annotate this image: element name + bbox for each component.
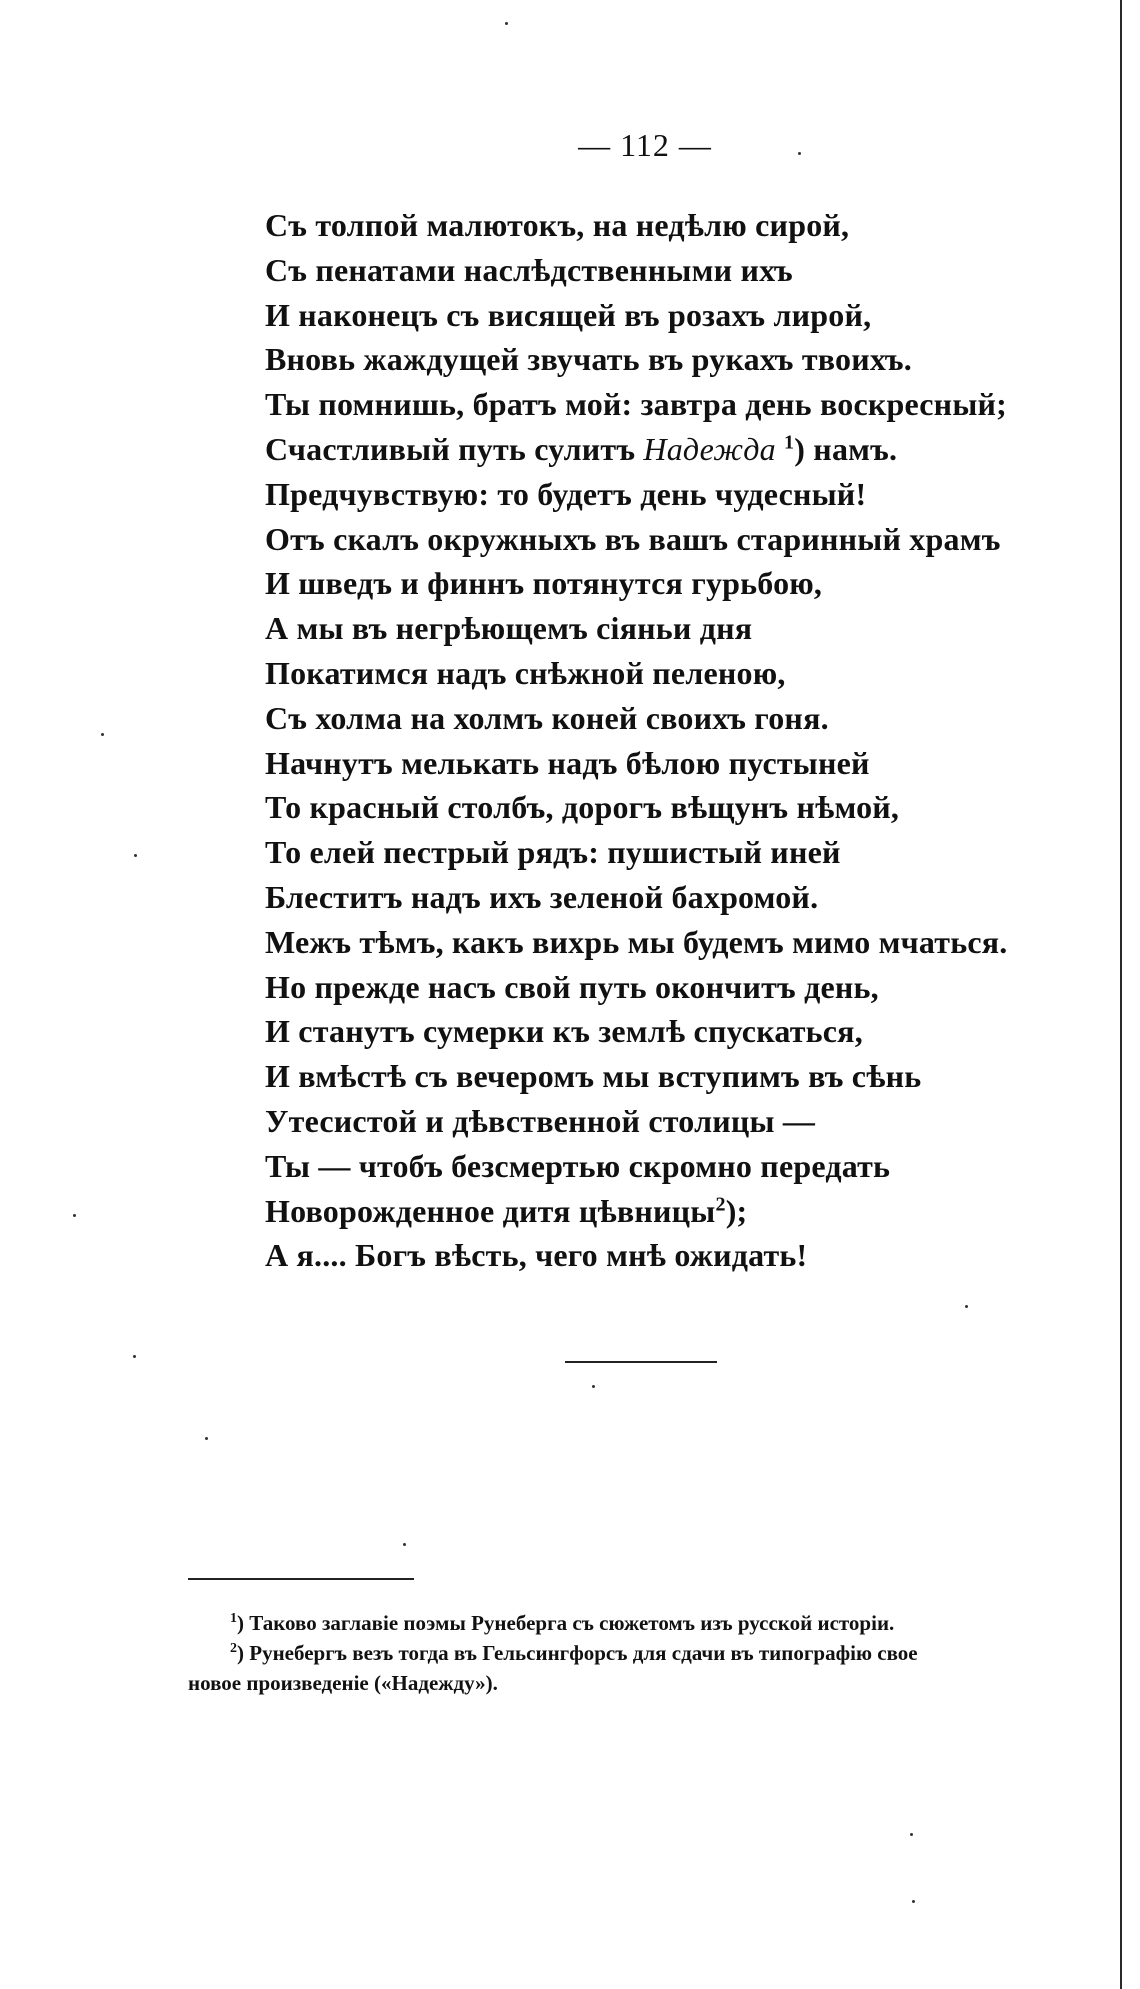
print-speck [403, 1543, 406, 1546]
poem-line: И вмѣстѣ съ вечеромъ мы вступимъ въ сѣнь [265, 1058, 922, 1095]
poem-body [265, 203, 1065, 1278]
end-of-text-rule [565, 1361, 717, 1363]
poem-line: И станутъ сумерки къ землѣ спускаться, [265, 1013, 863, 1050]
footnote-2-continuation: новое произведеніе («Надежду»). [188, 1671, 498, 1695]
poem-line: Начнутъ мелькать надъ бѣлою пустыней [265, 744, 870, 781]
poem-line: Покатимся надъ снѣжной пеленою, [265, 654, 786, 691]
poem-line: То красный столбъ, дорогъ вѣщунъ нѣмой, [265, 789, 900, 826]
print-speck [912, 1900, 915, 1903]
poem-line-text: ); [725, 1192, 748, 1229]
print-speck [965, 1305, 968, 1308]
poem-line: Блеститъ надъ ихъ зеленой бахромой. [265, 878, 819, 915]
footnote-text: ) Рунебергъ везъ тогда въ Гельсингфорсъ для сдачи въ типографію свое [237, 1641, 918, 1665]
footnote-ref-2: 2 [715, 1192, 726, 1215]
footnote-ref-1: 1 [784, 431, 795, 454]
poem-line: Отъ скалъ окружныхъ въ вашъ старинный храмъ [265, 520, 1001, 557]
footnote-marker: 2 [230, 1641, 237, 1656]
footnote-2 [188, 1638, 1088, 1668]
page-edge-line [1120, 0, 1122, 1989]
poem-line: Но прежде насъ свой путь окончитъ день, [265, 968, 879, 1005]
poem-line: Утесистой и дѣвственной столицы — [265, 1102, 816, 1139]
print-speck [798, 152, 801, 155]
print-speck [101, 733, 104, 736]
footnote-separator [188, 1578, 414, 1580]
poem-line: Съ пенатами наслѣдственными ихъ [265, 251, 793, 288]
poem-line-text: ) намъ. [794, 430, 898, 467]
poem-line: А мы въ негрѣющемъ сіяньи дня [265, 610, 753, 647]
poem-line-text: Новорожденное дитя цѣвницы [265, 1192, 716, 1229]
print-speck [910, 1833, 913, 1836]
poem-line: То елей пестрый рядъ: пушистый иней [265, 834, 841, 871]
poem-line: Ты — чтобъ безсмертью скромно передать [265, 1147, 891, 1184]
poem-line: Предчувствую: то будетъ день чудесный! [265, 475, 867, 512]
poem-line-text: Счастливый путь сулитъ [265, 430, 644, 467]
poem-line: А я.... Богъ вѣсть, чего мнѣ ожидать! [265, 1237, 808, 1274]
poem-line: Вновь жаждущей звучать въ рукахъ твоихъ. [265, 341, 912, 378]
print-speck [133, 1355, 136, 1358]
poem-line-with-footnote-ref [265, 427, 1065, 472]
page-number: — 112 — [578, 127, 712, 163]
footnote-1 [188, 1608, 1088, 1638]
poem-line-with-footnote-ref [265, 1189, 1065, 1234]
print-speck [505, 22, 508, 25]
print-speck [134, 854, 137, 857]
poem-line: И шведъ и финнъ потянутся гурьбою, [265, 565, 823, 602]
poem-line: Межъ тѣмъ, какъ вихрь мы будемъ мимо мчаться. [265, 923, 1008, 960]
footnotes [188, 1608, 1088, 1698]
print-speck [592, 1385, 595, 1388]
poem-line: И наконецъ съ висящей въ розахъ лирой, [265, 296, 872, 333]
poem-line: Съ толпой малютокъ, на недѣлю сирой, [265, 207, 850, 243]
poem-line: Съ холма на холмъ коней своихъ гоня. [265, 699, 829, 736]
print-speck [73, 1214, 76, 1217]
poem-line: Ты помнишь, братъ мой: завтра день воскресный; [265, 386, 1007, 423]
print-speck [205, 1437, 208, 1440]
italic-title: Надежда [643, 430, 776, 467]
footnote-text: ) Таково заглавіе поэмы Рунеберга съ сюжетомъ изъ русской исторіи. [237, 1611, 895, 1635]
footnote-marker: 1 [230, 1611, 237, 1626]
